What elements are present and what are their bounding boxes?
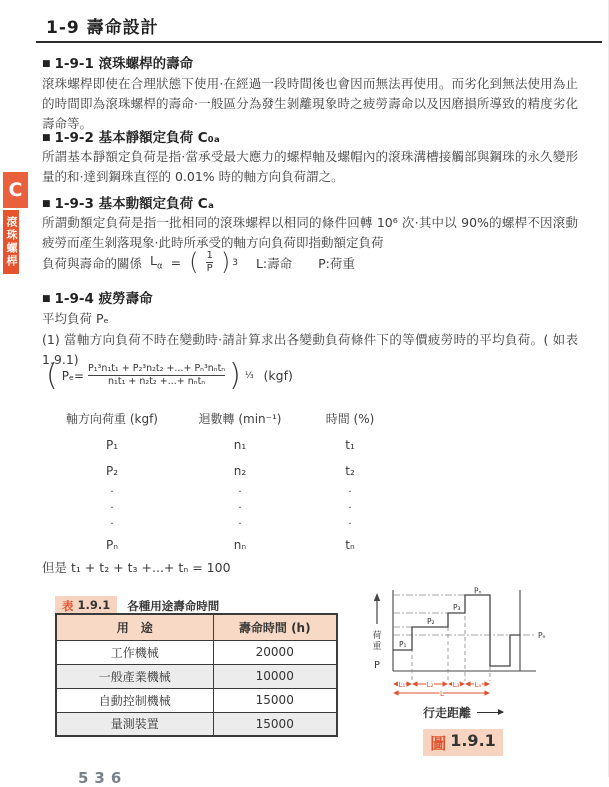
use-cell: 自動控制機械	[56, 688, 213, 712]
ellipsis-dot: ·	[348, 485, 352, 498]
section-heading-1-9-2	[42, 126, 220, 146]
y-axis-symbol: P	[374, 660, 380, 671]
life-cell: 20000	[213, 640, 337, 664]
average-load-line: 平均負荷 Pₑ	[42, 311, 109, 326]
pe-formula	[46, 358, 293, 393]
l-total-dim-label: L	[440, 690, 444, 698]
life-cell: 10000	[213, 664, 337, 688]
load-col-header: 軸方向荷重 (kgf)	[66, 412, 158, 426]
section-bullet-icon: ■	[42, 294, 51, 304]
section-heading-text: 1-9-2 基本靜額定負荷 C₀ₐ	[54, 130, 220, 146]
ellipsis-dot: ·	[110, 485, 114, 498]
pe-unit: (kgf)	[263, 368, 293, 383]
section-heading-1-9-4	[42, 287, 153, 307]
life-cell: 15000	[213, 712, 337, 736]
load-row-value: P₁	[105, 438, 119, 452]
life-time-table	[55, 613, 338, 737]
relation-prefix: 負荷與壽命的關係	[42, 255, 143, 271]
load-row-value: n₁	[233, 438, 247, 452]
load-row-value: t₂	[345, 464, 355, 478]
chapter-tab-letter: C	[3, 172, 28, 208]
section-heading-text: 1-9-3 基本動額定負荷 Cₐ	[54, 196, 214, 212]
load-row-value: t₁	[345, 438, 355, 452]
table-row	[56, 712, 337, 736]
relation-legend-l: L:壽命	[255, 255, 293, 271]
close-paren: )	[229, 358, 241, 393]
load-row-value: Pₙ	[105, 538, 119, 552]
pe-exponent: ⅓	[244, 370, 254, 381]
chapter-tab-label: 滾珠螺桿	[3, 210, 19, 274]
variable-load-list	[42, 406, 402, 558]
right-arrow-icon	[477, 712, 503, 714]
figure-1-9-1	[368, 586, 558, 756]
life-load-relation-formula	[42, 247, 355, 276]
fraction-denominator: P	[206, 263, 213, 274]
l1-dim-label: L₁	[398, 681, 406, 689]
load-row-value: n₂	[233, 464, 247, 478]
up-arrow-icon	[374, 593, 380, 601]
section-body-1-9-2: 所謂基本靜額定負荷是指·當承受最大應力的螺桿軸及螺帽內的滾珠溝槽接觸部與鋼珠的永久變形量的和·達到鋼珠直徑的 0.01% 時的軸方向負荷謂之。	[42, 149, 578, 184]
open-paren: (	[46, 358, 58, 393]
close-paren: )	[220, 247, 231, 276]
ellipsis-dot: ·	[348, 517, 352, 530]
x-axis-caption-text: 行走距離	[422, 706, 471, 720]
pe-label: Pₑ	[538, 631, 546, 640]
figure-label-prefix: 圖	[430, 734, 447, 753]
p2-label: P₂	[427, 617, 435, 626]
fraction-numerator: 1	[206, 250, 213, 261]
open-paren: (	[189, 247, 199, 276]
item-1-paragraph: (1) 當軸方向負荷不時在變動時·請計算求出各變動負荷條件下的等價疲勞時的平均負荷。( 如表 1.9.1)	[42, 332, 578, 367]
load-row-value: tₙ	[345, 538, 355, 552]
p3-label: P₃	[453, 603, 461, 612]
table-caption: 各種用途壽命時間	[127, 599, 220, 613]
figure-label-number: 1.9.1	[450, 731, 496, 750]
time-sum-note: 但是 t₁ + t₂ + t₃ +...+ tₙ = 100	[42, 560, 231, 575]
l3-dim-label: L₃	[452, 681, 460, 689]
table-header-row	[56, 614, 337, 640]
table-row	[56, 664, 337, 688]
load-step-diagram	[368, 586, 558, 698]
section-heading-1-9-1	[42, 52, 193, 72]
y-axis-label-char: 重	[372, 642, 382, 652]
pn-label: Pₙ	[474, 586, 482, 596]
y-axis-label-char: 荷	[372, 631, 382, 641]
ln-dim-label: Lₙ	[474, 681, 482, 689]
relation-lhs: $L_\alpha$	[150, 253, 163, 272]
use-column-header: 用 途	[56, 614, 213, 640]
pe-denominator: n₁t₁ + n₂t₂ +...+ nₙtₙ	[108, 376, 206, 387]
section-body-1-9-3: 所謂動額定負荷是指一批相同的滾珠螺桿以相同的條件回轉 10⁶ 次·其中以 90%的螺桿不因滾動疲勞而產生剝落現象·此時所承受的軸方向負荷即指動額定負荷	[42, 215, 578, 250]
ellipsis-dot: ·	[110, 501, 114, 514]
x-axis-caption	[368, 704, 558, 721]
title-underline	[36, 41, 602, 43]
ellipsis-dot: ·	[348, 501, 352, 514]
page-number: 536	[78, 769, 128, 787]
life-cell: 15000	[213, 688, 337, 712]
load-row-value: nₙ	[233, 538, 247, 552]
life-column-header: 壽命時間 (h)	[213, 614, 337, 640]
pe-fraction	[88, 363, 225, 389]
table-label-prefix: 表	[62, 599, 74, 613]
section-bullet-icon: ■	[42, 59, 51, 69]
table-row	[56, 640, 337, 664]
relation-equals: =	[170, 255, 182, 270]
time-col-header: 時間 (%)	[325, 412, 375, 426]
section-heading-1-9-3	[42, 192, 214, 212]
use-cell: 量測裝置	[56, 712, 213, 736]
section-bullet-icon: ■	[42, 199, 51, 209]
ellipsis-dot: ·	[110, 517, 114, 530]
speed-col-header: 迴數轉 (min⁻¹)	[198, 412, 282, 426]
use-cell: 一般產業機械	[56, 664, 213, 688]
relation-exponent: 3	[232, 257, 238, 268]
section-heading-text: 1-9-4 疲勞壽命	[54, 291, 153, 307]
pe-lhs: Pₑ=	[61, 368, 85, 383]
chapter-tab	[3, 172, 28, 274]
relation-fraction	[206, 250, 212, 275]
ellipsis-dot: ·	[238, 485, 242, 498]
figure-label-badge	[423, 729, 503, 756]
l2-dim-label: L₂	[426, 681, 434, 689]
use-cell: 工作機械	[56, 640, 213, 664]
page-title: 1-9 壽命設計	[46, 18, 159, 38]
section-heading-text: 1-9-1 滾珠螺桿的壽命	[54, 56, 194, 72]
pe-numerator: P₁³n₁t₁ + P₂³n₂t₂ +...+ Pₙ³nₙtₙ	[88, 362, 226, 374]
p1-label: P₁	[399, 640, 407, 649]
ellipsis-dot: ·	[238, 501, 242, 514]
table-row	[56, 688, 337, 712]
ellipsis-dot: ·	[238, 517, 242, 530]
section-bullet-icon: ■	[42, 133, 51, 143]
table-label-number: 1.9.1	[77, 598, 111, 612]
load-row-value: P₂	[105, 464, 119, 478]
section-body-1-9-1: 滾珠螺桿即使在合理狀態下使用·在經過一段時間後也會因而無法再使用。而劣化到無法使用為止的時間即為滾珠螺桿的壽命·一般區分為發生剝離現象時之疲勞壽命以及因磨損所導致的精度劣化壽命等。	[42, 76, 578, 131]
relation-legend-p: P:荷重	[318, 255, 355, 271]
